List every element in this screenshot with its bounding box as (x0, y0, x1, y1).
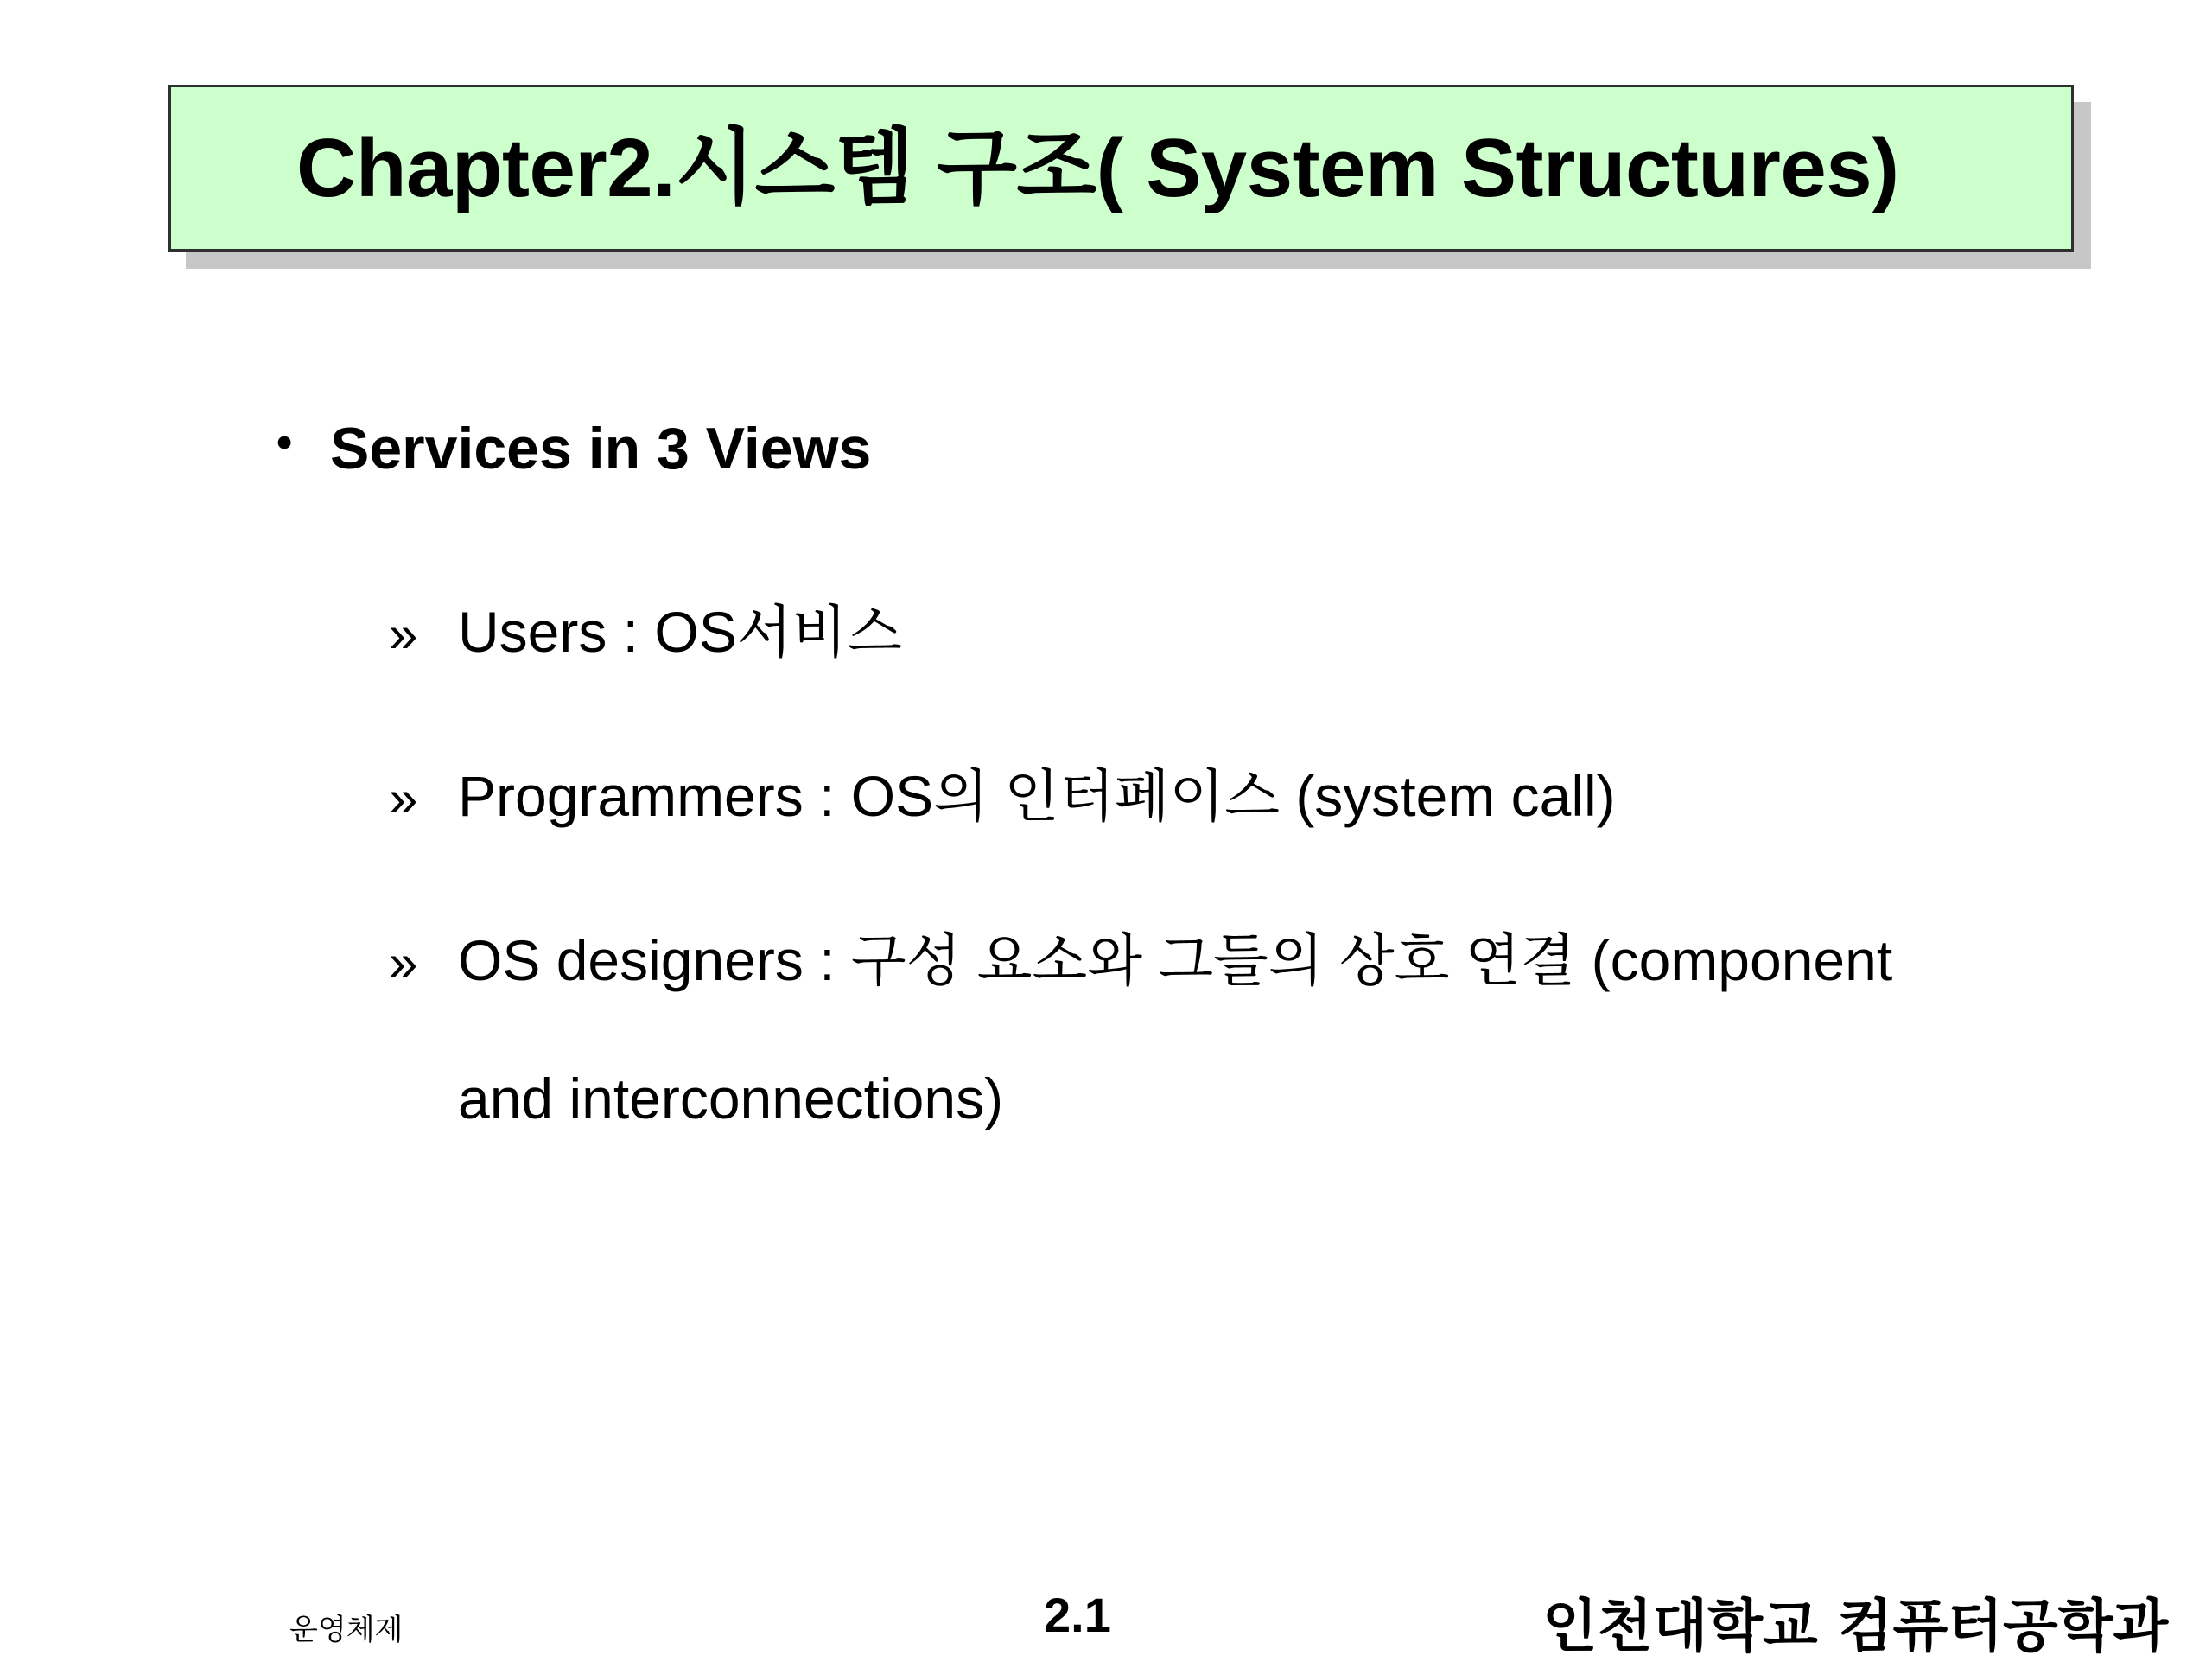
sub-item-text: Programmers : OS의 인터페이스 (system call) (458, 764, 1616, 828)
sub-bullet-marker-icon: » (389, 933, 418, 991)
sub-bullet-marker-icon: » (389, 605, 418, 663)
sub-item-users (389, 586, 902, 668)
sub-bullet-marker-icon: » (389, 769, 418, 827)
sub-item-text: Users : OS서비스 (458, 600, 902, 664)
footer-page-number: 2.1 (1044, 1588, 1111, 1642)
footer-course-name: 운영체제 (289, 1614, 404, 1646)
bullet-text: Services in 3 Views (330, 416, 872, 481)
sub-item-programmers (389, 750, 1616, 832)
sub-item-text: OS designers : 구성 요소와 그들의 상호 연결 (component (458, 928, 1893, 992)
slide-title: Chapter2.시스템 구조( System Structures) (296, 122, 1899, 214)
bullet-item (276, 415, 871, 482)
sub-item-os-designers (389, 914, 1892, 997)
title-box (168, 85, 2074, 252)
footer-department: 인천대학교 컴퓨터공학과 (1542, 1592, 2169, 1659)
bullet-dot-icon: • (276, 417, 293, 468)
sub-item-continuation: and interconnections) (458, 1067, 1004, 1130)
